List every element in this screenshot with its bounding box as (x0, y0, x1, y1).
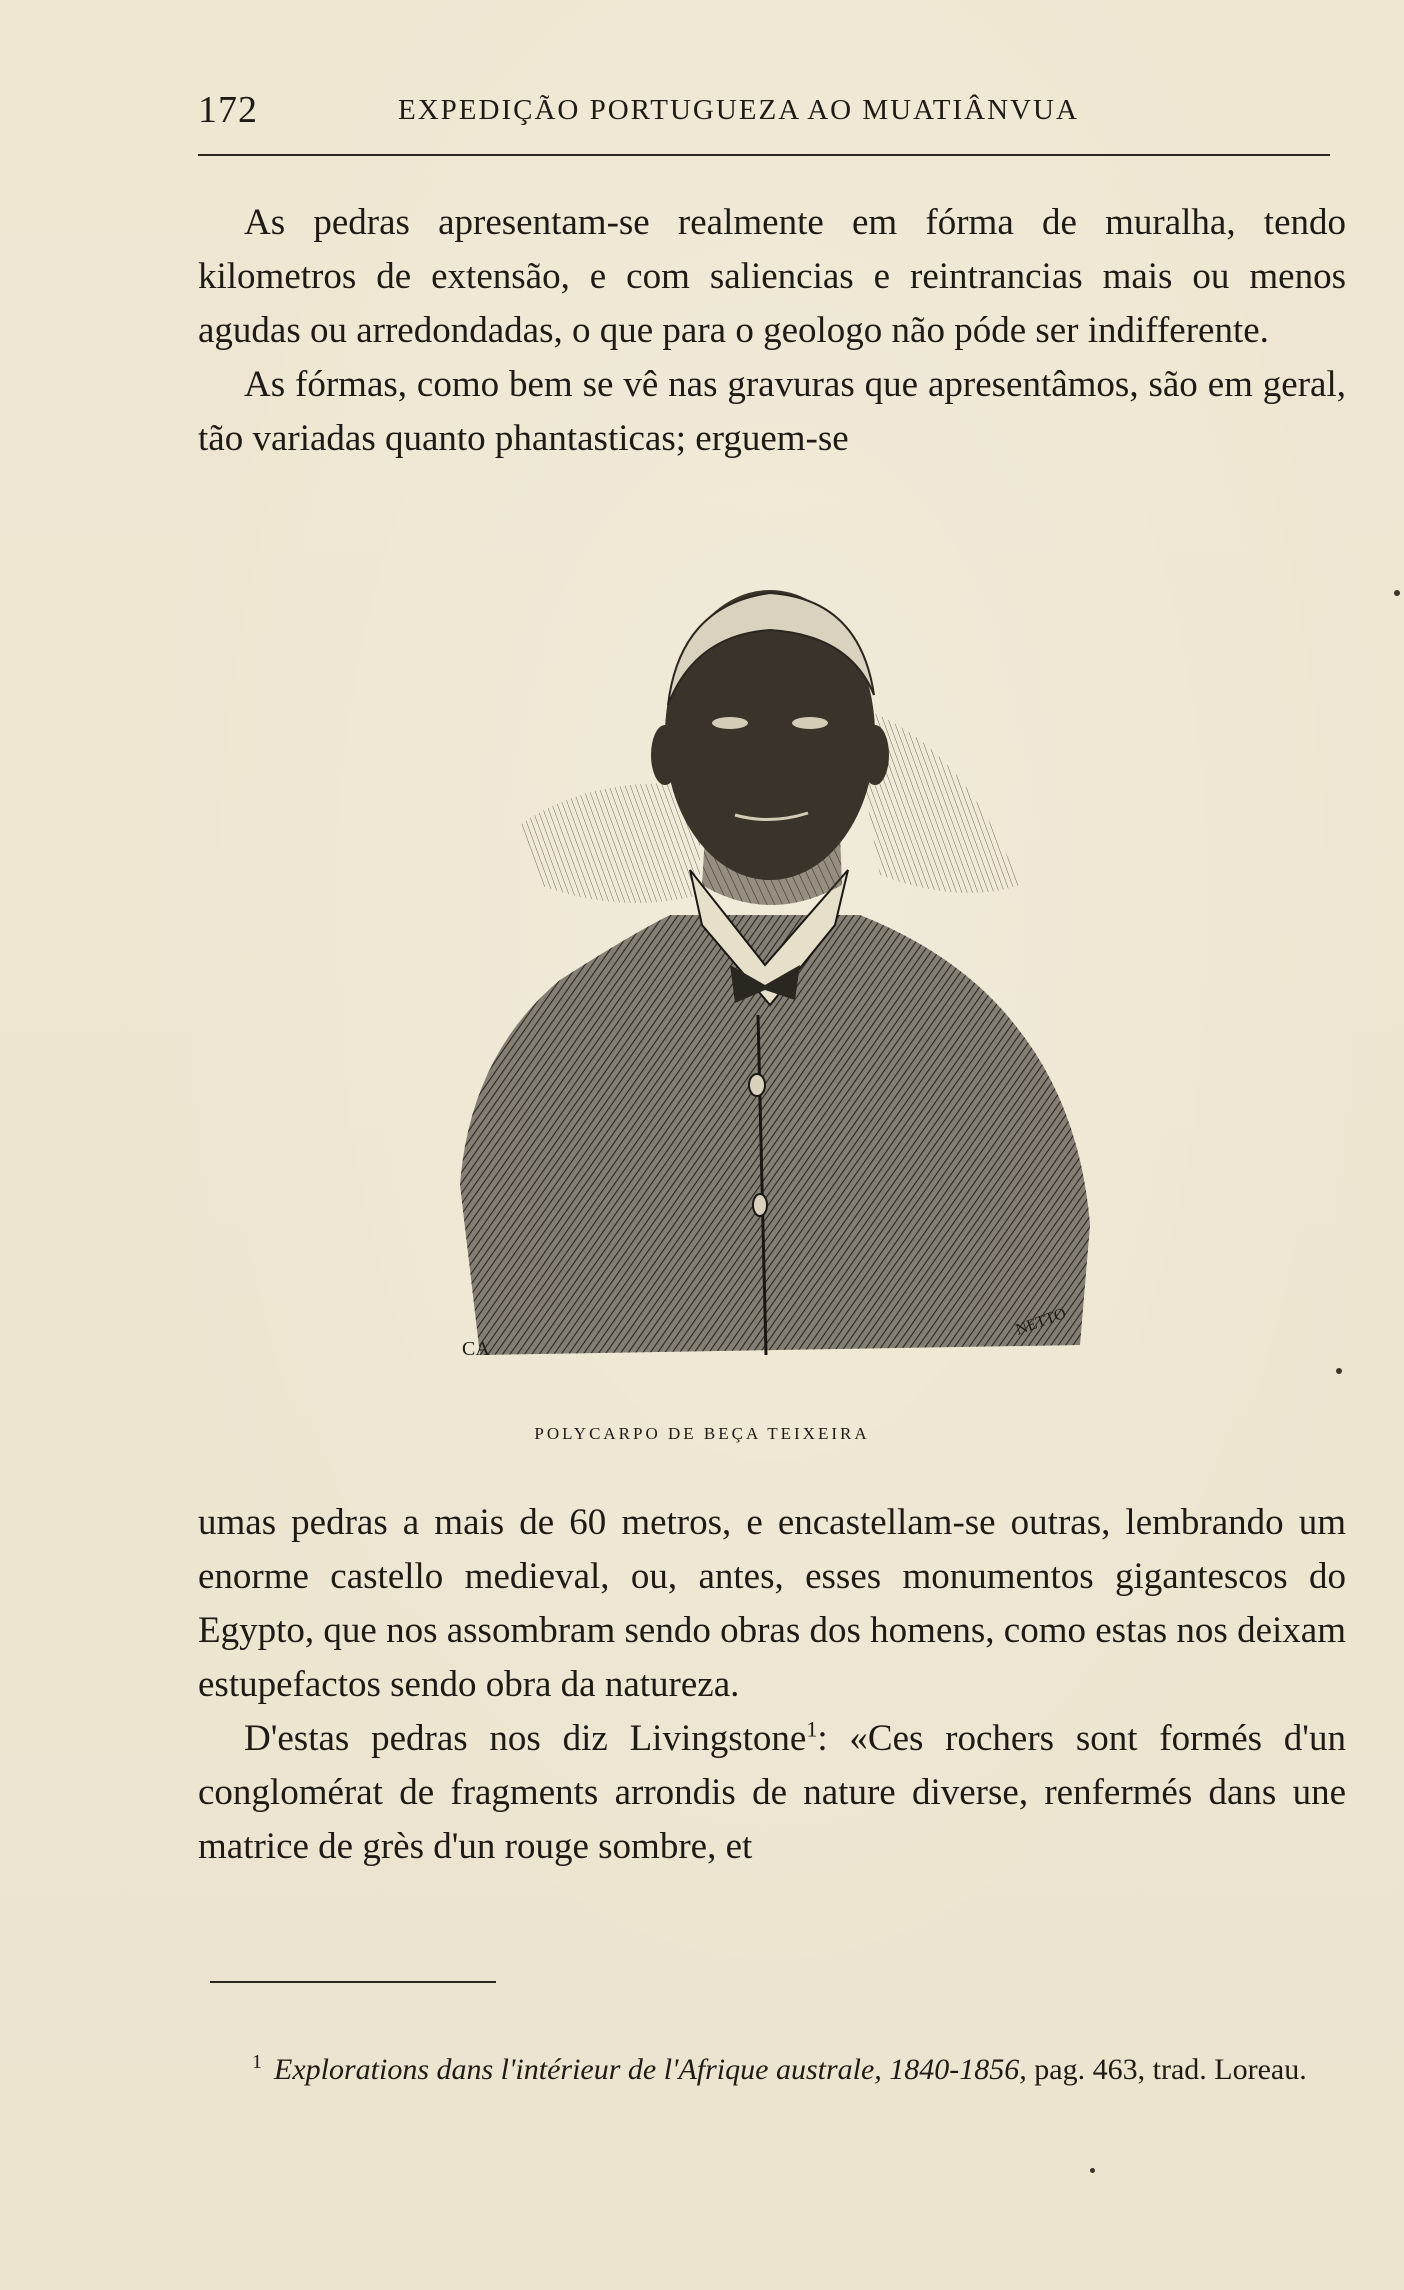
running-title: EXPEDIÇÃO PORTUGUEZA AO MUATIÂNVUA (398, 94, 1079, 126)
paper-speck (1336, 1368, 1342, 1374)
footnote-reference: 1 (806, 1716, 818, 1742)
body-text-top (198, 196, 1346, 466)
portrait-figure (440, 585, 1100, 1385)
paragraph-with-reference (198, 1712, 1346, 1874)
footnote-text: pag. 463, trad. Loreau. (1034, 2053, 1307, 2086)
header-rule (198, 154, 1330, 156)
paper-speck (1090, 2168, 1095, 2173)
footnote-title: Explorations dans l'intérieur de l'Afrique australe, 1840-1856, (274, 2053, 1027, 2086)
paragraph-text: : «Ces rochers sont formés d'un conglomérat de fragments arrondis de nature diverse, renfermés dans une matrice de grès d'un rouge sombre, et (198, 1718, 1346, 1867)
figure-caption: POLYCARPO DE BEÇA TEIXEIRA (534, 1424, 870, 1443)
footnote-rule (210, 1981, 496, 1983)
page-number: 172 (198, 89, 258, 131)
paragraph: As fórmas, como bem se vê nas gravuras que apresentâmos, são em geral, tão variadas quanto phantasticas; erguem-se (198, 364, 1346, 459)
paragraph: umas pedras a mais de 60 metros, e encastellam-se outras, lembrando um enorme castello medieval, ou, antes, esses monumentos gigantescos do Egypto, que nos assombram sendo obras dos homens, como estas nos deixam estupefactos sendo obra da natureza. (198, 1502, 1346, 1705)
body-text-bottom (198, 1496, 1346, 1874)
paragraph: As pedras apresentam-se realmente em fórma de muralha, tendo kilometros de extensão, e com saliencias e reintrancias mais ou menos agudas ou arredondadas, o que para o geologo não póde ser indifferente. (198, 202, 1346, 351)
footnote-marker: 1 (252, 2051, 262, 2073)
artist-signature-right: NETTO (1013, 1304, 1069, 1339)
paper-speck (1394, 590, 1400, 596)
footnote (210, 2038, 1346, 2094)
page-header (198, 88, 1330, 148)
portrait-engraving (440, 585, 1100, 1385)
artist-signature-left: CA (462, 1338, 490, 1360)
paragraph-text: D'estas pedras nos diz Livingstone (244, 1718, 807, 1759)
